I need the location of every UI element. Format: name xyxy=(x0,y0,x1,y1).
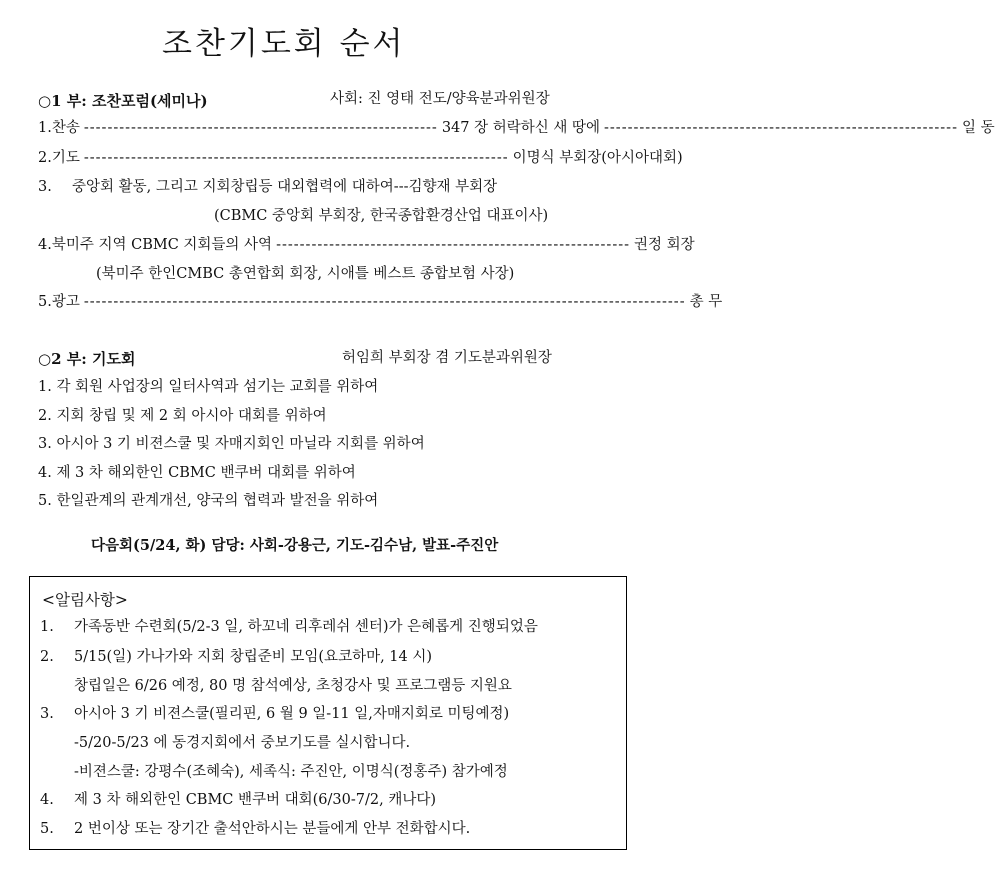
notice-text: 5/15(일) 가나가와 지회 창립준비 모임(요코하마, 14 시) xyxy=(74,649,433,665)
part1-host: 사회: 진 영태 전도/양육분과위원장 xyxy=(330,91,550,107)
dash-leader: ------------------------------------------------------------------------------------------------------ xyxy=(83,294,686,310)
notice-item xyxy=(40,733,410,753)
part1-item-1 xyxy=(38,118,995,138)
notice-text: 가족동반 수련회(5/2-3 일, 하꼬네 리후레쉬 센터)가 은혜롭게 진행되었음 xyxy=(74,619,538,635)
page-title: 조찬기도회 순서 xyxy=(162,26,406,62)
part1-heading: ○1 부: 조찬포럼(세미나) xyxy=(38,92,208,110)
part2-item-3: 3. 아시아 3 기 비젼스쿨 및 자매지회인 마닐라 지회를 위하여 xyxy=(38,436,425,452)
notice-number: 3. xyxy=(40,706,54,722)
item-label: 북미주 지역 CBMC 지회들의 사역 xyxy=(51,237,273,253)
notice-item xyxy=(40,790,436,810)
item-right: 일 동 xyxy=(961,120,995,136)
dash-leader: ------------------------------------------------------------ xyxy=(83,120,438,136)
item-label: 기도 xyxy=(51,150,80,166)
notice-item xyxy=(40,762,508,782)
notice-text: 2 번이상 또는 장기간 출석안하시는 분들에게 안부 전화합시다. xyxy=(74,821,471,837)
part2-host: 허임희 부회장 겸 기도분과위원장 xyxy=(342,350,552,366)
item-number: 1. xyxy=(38,120,52,136)
notice-text: 창립일은 6/26 예정, 80 명 참석예상, 초청강사 및 프로그램등 지원요 xyxy=(74,678,512,694)
notice-heading: <알림사항> xyxy=(42,591,128,609)
notice-number: 5. xyxy=(40,821,54,837)
part2-item-5: 5. 한일관계의 관계개선, 양국의 협력과 발전을 위하여 xyxy=(38,493,379,509)
item-label: 찬송 xyxy=(51,120,80,136)
part1-item-2 xyxy=(38,148,683,168)
part1-item-3 xyxy=(38,177,612,197)
item-number: 5. xyxy=(38,294,52,310)
item-number: 2. xyxy=(38,150,52,166)
dash-leader: ------------------------------------------------------------------------ xyxy=(83,150,509,166)
notice-item xyxy=(40,704,509,724)
notice-item xyxy=(40,647,432,667)
part2-item-1: 1. 각 회원 사업장의 일터사역과 섬기는 교회를 위하여 xyxy=(38,379,379,395)
part1-item-3-sub: (CBMC 중앙회 부회장, 한국종합환경산업 대표이사) xyxy=(214,208,549,224)
notice-box xyxy=(29,576,627,850)
part1-item-5 xyxy=(38,292,723,312)
part1-item-4 xyxy=(38,235,695,255)
item-right: 권정 회장 xyxy=(634,237,695,253)
item-mid: 347 장 허락하신 새 땅에 xyxy=(441,120,600,136)
item-right: 총 무 xyxy=(689,294,723,310)
item-number: 3. xyxy=(38,179,52,195)
notice-item xyxy=(40,819,470,839)
notice-item xyxy=(40,676,512,696)
item-label: 광고 xyxy=(51,294,80,310)
part1-item-4-sub: (북미주 한인CMBC 총연합회 회장, 시애틀 베스트 종합보험 사장) xyxy=(96,266,515,282)
notice-number: 1. xyxy=(40,619,54,635)
item-right: 이명식 부회장(아시아대회) xyxy=(512,150,683,166)
item-label: 중앙회 활동, 그리고 지회창립등 대외협력에 대하여---김향재 부회장 xyxy=(72,179,498,195)
notice-item xyxy=(40,617,538,637)
next-meeting: 다음회(5/24, 화) 담당: 사회-강용근, 기도-김수남, 발표-주진안 xyxy=(91,537,499,554)
dash-leader: ------------------------------------------------------------ xyxy=(604,120,958,136)
notice-text: -5/20-5/23 에 동경지회에서 중보기도를 실시합니다. xyxy=(74,735,411,751)
notice-number: 4. xyxy=(40,792,54,808)
item-number: 4. xyxy=(38,237,52,253)
notice-text: 제 3 차 해외한인 CBMC 밴쿠버 대회(6/30-7/2, 캐나다) xyxy=(74,792,436,808)
part2-heading: ○2 부: 기도회 xyxy=(38,350,136,368)
notice-number: 2. xyxy=(40,649,54,665)
part2-item-4: 4. 제 3 차 해외한인 CBMC 밴쿠버 대회를 위하여 xyxy=(38,465,356,481)
notice-text: -비젼스쿨: 강평수(조혜숙), 세족식: 주진안, 이명식(정홍주) 참가예정 xyxy=(74,764,508,780)
notice-text: 아시아 3 기 비젼스쿨(필리핀, 6 월 9 일-11 일,자매지회로 미팅예정) xyxy=(74,706,510,722)
dash-leader: ------------------------------------------------------------ xyxy=(276,237,631,253)
part2-item-2: 2. 지회 창립 및 제 2 회 아시아 대회를 위하여 xyxy=(38,408,327,424)
